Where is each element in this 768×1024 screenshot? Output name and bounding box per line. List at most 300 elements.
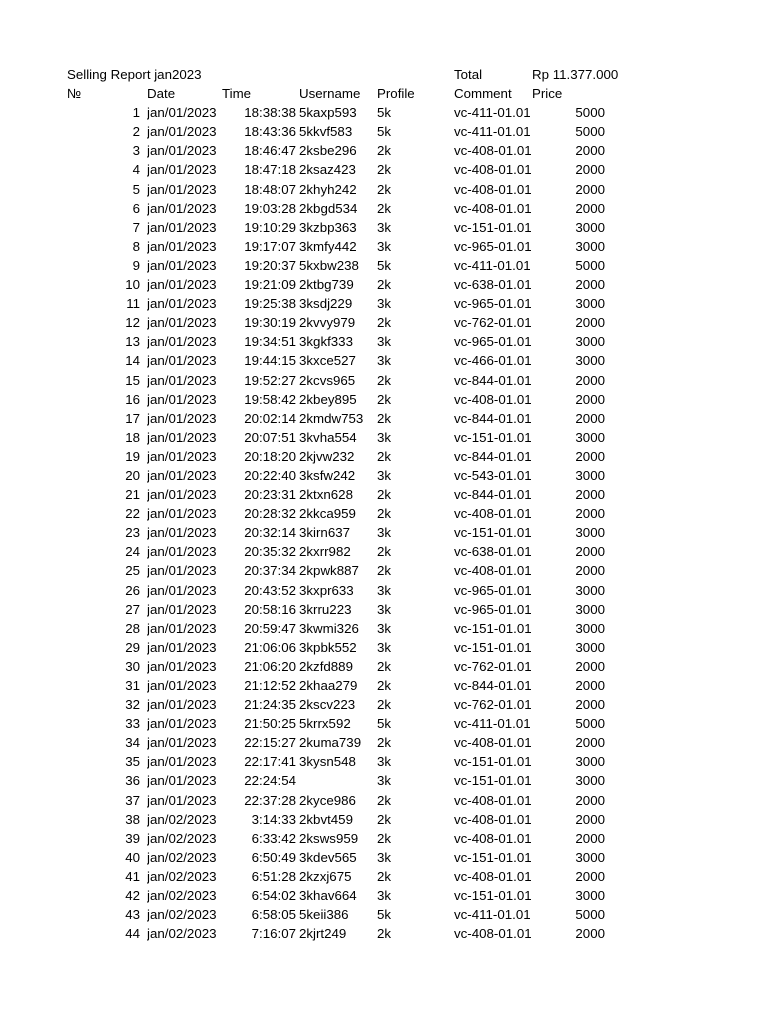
row-profile: 2k xyxy=(377,544,392,560)
row-number: 33 xyxy=(125,716,140,732)
row-profile: 2k xyxy=(377,391,392,407)
row-comment: vc-151-01.01 xyxy=(454,639,532,655)
row-username: 2kzxj675 xyxy=(299,868,352,884)
table-row xyxy=(0,256,768,275)
row-profile: 5k xyxy=(377,105,392,121)
row-username: 2kjrt249 xyxy=(299,926,347,942)
row-date: jan/01/2023 xyxy=(147,238,217,254)
header-comment: Comment xyxy=(454,86,512,102)
row-price: 3000 xyxy=(575,754,605,770)
row-profile: 2k xyxy=(377,678,392,693)
row-time: 3:14:33 xyxy=(251,811,296,827)
table-row xyxy=(0,714,768,733)
row-date: jan/02/2023 xyxy=(147,926,217,942)
table-row xyxy=(0,561,768,580)
row-username: 2kxrr982 xyxy=(299,544,351,560)
header-username: Username xyxy=(299,86,361,102)
row-time: 21:50:25 xyxy=(244,716,296,732)
row-date: jan/01/2023 xyxy=(147,410,217,426)
row-profile: 2k xyxy=(377,143,392,159)
row-comment: vc-408-01.01 xyxy=(454,811,532,827)
row-time: 18:47:18 xyxy=(244,162,296,178)
row-date: jan/01/2023 xyxy=(147,200,217,216)
row-username: 3kpbk552 xyxy=(299,639,357,655)
row-username: 2khaa279 xyxy=(299,678,358,693)
row-time: 19:44:15 xyxy=(244,353,296,369)
table-row xyxy=(0,218,768,237)
row-date: jan/01/2023 xyxy=(147,487,217,503)
row-date: jan/01/2023 xyxy=(147,181,217,197)
row-comment: vc-965-01.01 xyxy=(454,601,532,617)
row-date: jan/01/2023 xyxy=(147,601,217,617)
table-row xyxy=(0,638,768,657)
row-date: jan/02/2023 xyxy=(147,849,217,865)
table-row xyxy=(0,886,768,905)
row-number: 1 xyxy=(132,105,140,121)
row-price: 3000 xyxy=(575,219,605,235)
row-number: 15 xyxy=(125,372,140,388)
row-username: 2ksbe296 xyxy=(299,143,357,159)
row-time: 20:23:31 xyxy=(244,487,296,503)
row-comment: vc-844-01.01 xyxy=(454,678,532,693)
row-comment: vc-408-01.01 xyxy=(454,143,532,159)
row-number: 8 xyxy=(132,238,140,254)
row-price: 2000 xyxy=(575,277,605,293)
row-price: 3000 xyxy=(575,467,605,483)
row-comment: vc-411-01.01 xyxy=(454,105,531,121)
row-date: jan/01/2023 xyxy=(147,506,217,522)
row-profile: 3k xyxy=(377,467,392,483)
table-row xyxy=(0,523,768,542)
table-row xyxy=(0,390,768,409)
row-profile: 3k xyxy=(377,525,392,541)
row-date: jan/01/2023 xyxy=(147,754,217,770)
row-comment: vc-411-01.01 xyxy=(454,907,531,923)
row-username: 3krru223 xyxy=(299,601,352,617)
row-username: 2kmdw753 xyxy=(299,410,364,426)
row-date: jan/01/2023 xyxy=(147,544,217,560)
row-number: 9 xyxy=(132,257,140,273)
row-time: 20:07:51 xyxy=(244,429,296,445)
row-comment: vc-844-01.01 xyxy=(454,487,532,503)
table-row xyxy=(0,695,768,714)
row-time: 6:58:05 xyxy=(251,907,296,923)
row-number: 34 xyxy=(125,735,140,751)
row-username: 2kuma739 xyxy=(299,735,362,751)
row-number: 40 xyxy=(125,849,140,865)
row-time: 21:06:06 xyxy=(244,639,296,655)
row-time: 6:33:42 xyxy=(251,830,296,846)
row-username: 2kbvt459 xyxy=(299,811,353,827)
row-date: jan/01/2023 xyxy=(147,620,217,636)
row-number: 24 xyxy=(125,544,140,560)
table-row xyxy=(0,791,768,810)
row-time: 19:21:09 xyxy=(244,277,296,293)
table-row xyxy=(0,332,768,351)
row-time: 6:54:02 xyxy=(251,888,296,904)
row-comment: vc-411-01.01 xyxy=(454,257,531,273)
row-price: 3000 xyxy=(575,296,605,312)
row-time: 20:28:32 xyxy=(244,506,296,522)
row-time: 20:58:16 xyxy=(244,601,296,617)
row-time: 19:03:28 xyxy=(244,200,296,216)
row-number: 37 xyxy=(125,792,140,808)
table-row xyxy=(0,275,768,294)
row-price: 2000 xyxy=(575,487,605,503)
row-comment: vc-151-01.01 xyxy=(454,525,532,541)
row-price: 5000 xyxy=(575,124,605,140)
row-username: 2kbgd534 xyxy=(299,200,358,216)
row-profile: 2k xyxy=(377,181,392,197)
table-row xyxy=(0,504,768,523)
row-username: 3kysn548 xyxy=(299,754,356,770)
row-comment: vc-408-01.01 xyxy=(454,792,532,808)
row-number: 38 xyxy=(125,811,140,827)
row-number: 20 xyxy=(125,467,140,483)
row-profile: 3k xyxy=(377,353,392,369)
row-price: 3000 xyxy=(575,888,605,904)
row-date: jan/01/2023 xyxy=(147,678,217,693)
row-username: 2kbey895 xyxy=(299,391,357,407)
row-price: 2000 xyxy=(575,563,605,579)
row-number: 26 xyxy=(125,582,140,598)
row-comment: vc-408-01.01 xyxy=(454,735,532,751)
row-number: 42 xyxy=(125,888,140,904)
row-date: jan/01/2023 xyxy=(147,219,217,235)
row-number: 28 xyxy=(125,620,140,636)
table-row xyxy=(0,848,768,867)
row-number: 21 xyxy=(125,487,140,503)
row-profile: 5k xyxy=(377,124,392,140)
table-row xyxy=(0,867,768,886)
row-time: 19:58:42 xyxy=(244,391,296,407)
row-profile: 2k xyxy=(377,162,392,178)
row-time: 22:24:54 xyxy=(244,773,296,789)
row-comment: vc-408-01.01 xyxy=(454,506,532,522)
row-comment: vc-408-01.01 xyxy=(454,830,532,846)
row-profile: 2k xyxy=(377,448,392,464)
row-profile: 3k xyxy=(377,429,392,445)
table-row xyxy=(0,428,768,447)
row-date: jan/01/2023 xyxy=(147,658,217,674)
row-price: 2000 xyxy=(575,544,605,560)
row-comment: vc-408-01.01 xyxy=(454,563,532,579)
row-comment: vc-151-01.01 xyxy=(454,849,532,865)
row-comment: vc-151-01.01 xyxy=(454,429,532,445)
row-profile: 2k xyxy=(377,811,392,827)
row-time: 18:43:36 xyxy=(244,124,296,140)
row-date: jan/01/2023 xyxy=(147,582,217,598)
row-time: 20:35:32 xyxy=(244,544,296,560)
row-date: jan/01/2023 xyxy=(147,448,217,464)
row-number: 17 xyxy=(125,410,140,426)
table-row xyxy=(0,122,768,141)
row-time: 18:38:38 xyxy=(244,105,296,121)
row-time: 20:02:14 xyxy=(244,410,296,426)
row-username: 3kgkf333 xyxy=(299,334,353,350)
row-price: 2000 xyxy=(575,143,605,159)
row-number: 10 xyxy=(125,277,140,293)
row-profile: 3k xyxy=(377,620,392,636)
row-username: 2ktbg739 xyxy=(299,277,354,293)
row-profile: 2k xyxy=(377,506,392,522)
table-row xyxy=(0,409,768,428)
row-comment: vc-965-01.01 xyxy=(454,296,532,312)
row-number: 23 xyxy=(125,525,140,541)
row-profile: 2k xyxy=(377,830,392,846)
row-comment: vc-411-01.01 xyxy=(454,716,531,732)
row-comment: vc-762-01.01 xyxy=(454,315,532,331)
row-price: 3000 xyxy=(575,773,605,789)
row-profile: 3k xyxy=(377,219,392,235)
total-label: Total xyxy=(454,67,483,82)
row-date: jan/01/2023 xyxy=(147,143,217,159)
row-price: 2000 xyxy=(575,792,605,808)
row-price: 2000 xyxy=(575,391,605,407)
row-date: jan/02/2023 xyxy=(147,811,217,827)
row-time: 20:32:14 xyxy=(244,525,296,541)
report-title-row xyxy=(0,65,768,84)
row-price: 5000 xyxy=(575,716,605,732)
row-price: 3000 xyxy=(575,525,605,541)
row-comment: vc-638-01.01 xyxy=(454,277,532,293)
row-comment: vc-151-01.01 xyxy=(454,773,532,789)
table-row xyxy=(0,924,768,943)
row-profile: 3k xyxy=(377,582,392,598)
table-row xyxy=(0,581,768,600)
row-price: 2000 xyxy=(575,830,605,846)
row-comment: vc-408-01.01 xyxy=(454,926,532,942)
row-number: 19 xyxy=(125,448,140,464)
header-row xyxy=(0,84,768,103)
table-row xyxy=(0,351,768,370)
row-number: 7 xyxy=(132,219,140,235)
row-number: 36 xyxy=(125,773,140,789)
row-profile: 3k xyxy=(377,238,392,254)
row-number: 5 xyxy=(132,181,140,197)
row-profile: 5k xyxy=(377,716,392,732)
row-price: 2000 xyxy=(575,448,605,464)
row-comment: vc-965-01.01 xyxy=(454,334,532,350)
row-profile: 2k xyxy=(377,658,392,674)
row-username: 5kkvf583 xyxy=(299,124,353,140)
row-price: 3000 xyxy=(575,238,605,254)
row-username: 3kvha554 xyxy=(299,429,357,445)
row-username: 3ksdj229 xyxy=(299,296,353,312)
table-row xyxy=(0,600,768,619)
table-row xyxy=(0,657,768,676)
row-date: jan/01/2023 xyxy=(147,257,217,273)
row-profile: 2k xyxy=(377,372,392,388)
row-number: 25 xyxy=(125,563,140,579)
row-username: 3kwmi326 xyxy=(299,620,359,636)
row-number: 44 xyxy=(125,926,140,942)
table-row xyxy=(0,447,768,466)
row-date: jan/01/2023 xyxy=(147,124,217,140)
row-price: 2000 xyxy=(575,926,605,942)
row-profile: 3k xyxy=(377,639,392,655)
row-username: 2kpwk887 xyxy=(299,563,359,579)
row-date: jan/01/2023 xyxy=(147,105,217,121)
row-date: jan/01/2023 xyxy=(147,525,217,541)
row-date: jan/01/2023 xyxy=(147,353,217,369)
table-row xyxy=(0,103,768,122)
row-username: 2kyce986 xyxy=(299,792,356,808)
row-date: jan/01/2023 xyxy=(147,697,217,713)
row-comment: vc-151-01.01 xyxy=(454,888,532,904)
row-price: 5000 xyxy=(575,105,605,121)
row-time: 20:18:20 xyxy=(244,448,296,464)
row-number: 22 xyxy=(125,506,140,522)
row-comment: vc-408-01.01 xyxy=(454,391,532,407)
row-date: jan/01/2023 xyxy=(147,296,217,312)
row-profile: 2k xyxy=(377,410,392,426)
row-username: 2kcvs965 xyxy=(299,372,356,388)
header-profile: Profile xyxy=(377,86,415,102)
row-price: 3000 xyxy=(575,849,605,865)
row-number: 43 xyxy=(125,907,140,923)
row-date: jan/01/2023 xyxy=(147,334,217,350)
table-row xyxy=(0,160,768,179)
row-profile: 3k xyxy=(377,334,392,350)
row-price: 3000 xyxy=(575,334,605,350)
row-comment: vc-408-01.01 xyxy=(454,868,532,884)
row-username: 2kkca959 xyxy=(299,506,356,522)
table-row xyxy=(0,542,768,561)
table-row xyxy=(0,180,768,199)
table-row xyxy=(0,676,768,695)
row-comment: vc-762-01.01 xyxy=(454,697,532,713)
row-number: 13 xyxy=(125,334,140,350)
row-price: 3000 xyxy=(575,582,605,598)
row-username: 3kxce527 xyxy=(299,353,356,369)
row-price: 5000 xyxy=(575,257,605,273)
table-row xyxy=(0,752,768,771)
row-time: 21:06:20 xyxy=(244,658,296,674)
row-price: 2000 xyxy=(575,697,605,713)
row-date: jan/02/2023 xyxy=(147,888,217,904)
row-price: 2000 xyxy=(575,735,605,751)
row-date: jan/02/2023 xyxy=(147,868,217,884)
row-price: 3000 xyxy=(575,639,605,655)
row-comment: vc-844-01.01 xyxy=(454,372,532,388)
row-profile: 5k xyxy=(377,257,392,273)
row-profile: 3k xyxy=(377,601,392,617)
row-username: 3kxpr633 xyxy=(299,582,354,598)
row-time: 18:46:47 xyxy=(244,143,296,159)
table-row xyxy=(0,313,768,332)
row-price: 3000 xyxy=(575,353,605,369)
row-number: 31 xyxy=(125,678,140,693)
row-profile: 2k xyxy=(377,200,392,216)
row-number: 2 xyxy=(132,124,140,140)
row-price: 2000 xyxy=(575,678,605,693)
row-price: 2000 xyxy=(575,315,605,331)
row-username: 5krrx592 xyxy=(299,716,351,732)
row-date: jan/01/2023 xyxy=(147,315,217,331)
row-date: jan/01/2023 xyxy=(147,735,217,751)
row-date: jan/01/2023 xyxy=(147,639,217,655)
row-time: 20:43:52 xyxy=(244,582,296,598)
row-profile: 3k xyxy=(377,888,392,904)
row-comment: vc-543-01.01 xyxy=(454,467,532,483)
row-number: 4 xyxy=(132,162,140,178)
row-price: 2000 xyxy=(575,658,605,674)
row-time: 6:50:49 xyxy=(251,849,296,865)
row-date: jan/01/2023 xyxy=(147,716,217,732)
row-time: 20:22:40 xyxy=(244,467,296,483)
row-price: 2000 xyxy=(575,200,605,216)
row-price: 3000 xyxy=(575,620,605,636)
row-comment: vc-965-01.01 xyxy=(454,238,532,254)
table-row xyxy=(0,905,768,924)
row-time: 20:37:34 xyxy=(244,563,296,579)
row-username: 2kjvw232 xyxy=(299,448,355,464)
row-number: 35 xyxy=(125,754,140,770)
row-number: 39 xyxy=(125,830,140,846)
row-date: jan/02/2023 xyxy=(147,907,217,923)
row-comment: vc-151-01.01 xyxy=(454,620,532,636)
row-time: 19:25:38 xyxy=(244,296,296,312)
row-time: 22:17:41 xyxy=(244,754,296,770)
table-row xyxy=(0,371,768,390)
row-profile: 2k xyxy=(377,697,392,713)
row-time: 21:12:52 xyxy=(244,678,296,693)
row-price: 2000 xyxy=(575,868,605,884)
table-row xyxy=(0,771,768,790)
header-no: № xyxy=(67,86,82,102)
table-row xyxy=(0,237,768,256)
row-username: 3kdev565 xyxy=(299,849,357,865)
row-date: jan/01/2023 xyxy=(147,563,217,579)
row-profile: 2k xyxy=(377,315,392,331)
row-time: 19:30:19 xyxy=(244,315,296,331)
row-time: 21:24:35 xyxy=(244,697,296,713)
row-comment: vc-411-01.01 xyxy=(454,124,531,140)
row-profile: 3k xyxy=(377,849,392,865)
row-comment: vc-844-01.01 xyxy=(454,448,532,464)
row-username: 2kscv223 xyxy=(299,697,356,713)
row-profile: 3k xyxy=(377,296,392,312)
row-profile: 2k xyxy=(377,792,392,808)
row-username: 2kvvy979 xyxy=(299,315,356,331)
row-time: 19:34:51 xyxy=(244,334,296,350)
row-time: 6:51:28 xyxy=(251,868,296,884)
row-date: jan/02/2023 xyxy=(147,830,217,846)
table-row xyxy=(0,829,768,848)
row-username: 3kirn637 xyxy=(299,525,351,541)
row-time: 22:15:27 xyxy=(244,735,296,751)
row-profile: 2k xyxy=(377,868,392,884)
row-date: jan/01/2023 xyxy=(147,391,217,407)
row-time: 18:48:07 xyxy=(244,181,296,197)
row-username: 2ktxn628 xyxy=(299,487,353,503)
table-row xyxy=(0,199,768,218)
row-time: 19:17:07 xyxy=(244,238,296,254)
row-profile: 3k xyxy=(377,754,392,770)
table-row xyxy=(0,810,768,829)
row-price: 2000 xyxy=(575,811,605,827)
row-price: 2000 xyxy=(575,506,605,522)
row-username: 3khav664 xyxy=(299,888,357,904)
row-price: 2000 xyxy=(575,181,605,197)
row-username: 2kzfd889 xyxy=(299,658,353,674)
row-time: 19:20:37 xyxy=(244,257,296,273)
row-username: 2ksaz423 xyxy=(299,162,356,178)
total-value: Rp 11.377.000 xyxy=(532,67,619,82)
row-comment: vc-638-01.01 xyxy=(454,544,532,560)
row-price: 2000 xyxy=(575,162,605,178)
